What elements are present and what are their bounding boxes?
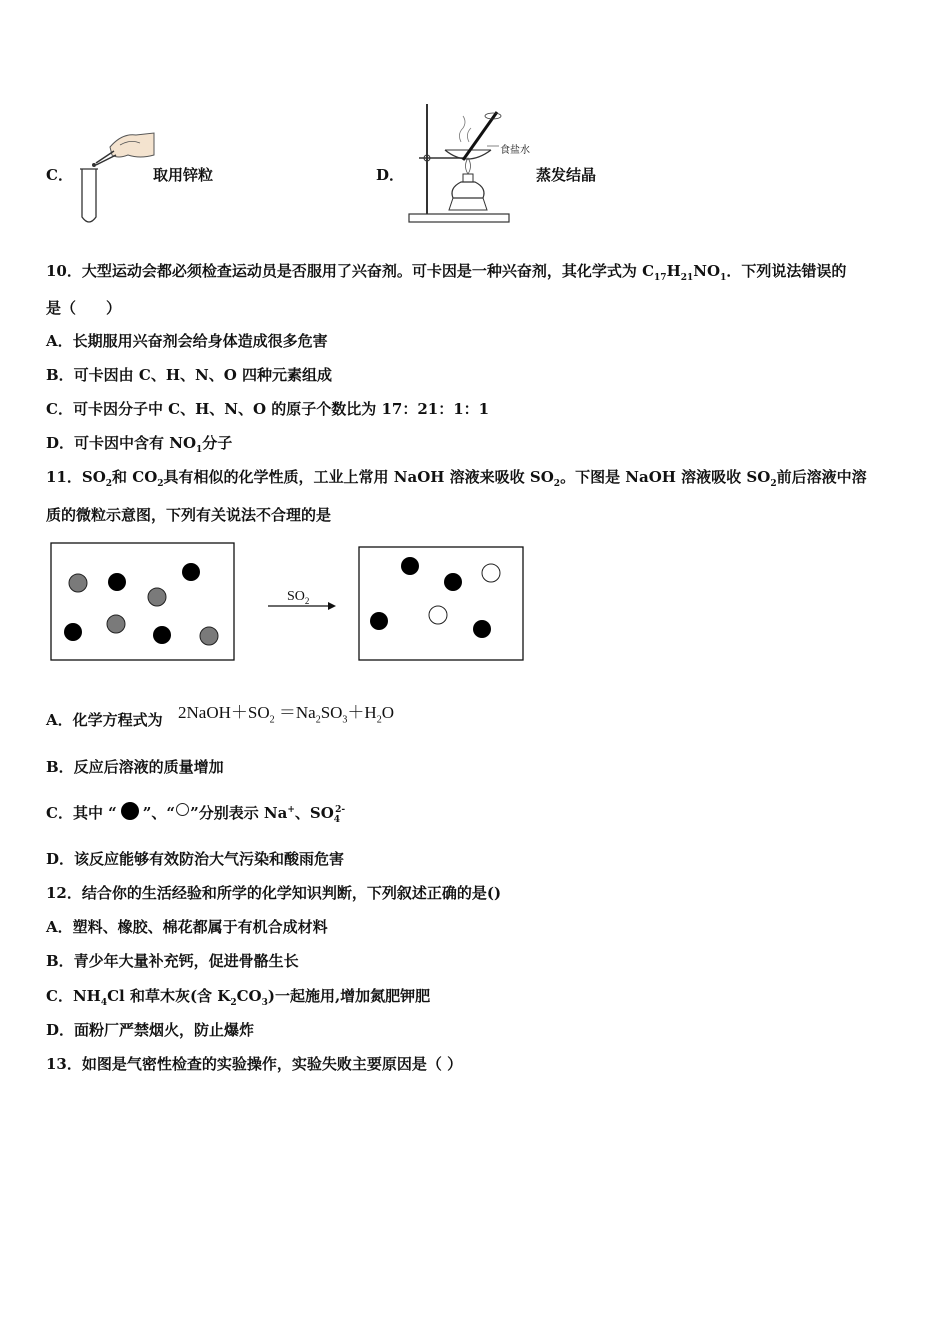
grey-particle [69,574,87,592]
black-particle [64,623,82,641]
option-c-label: 取用锌粒 [153,166,214,184]
black-particle [401,557,419,575]
question-11-option-c: C．其中 “ ”、“ ”分别表示 Na+、$SO_4^{2-}$ [46,804,346,825]
white-particle-icon [176,803,189,816]
black-particle [182,563,200,581]
question-11-option-a: A．化学方程式为 [46,711,163,729]
salt-water-annotation: 食盐水 [500,145,530,156]
question-10-stem: 10．大型运动会都必须检查运动员是否服用了兴奋剂。可卡因是一种兴奋剂，其化学式为 $C_{17}H_{21}NO_1$．下列说法错误的 [46,262,847,283]
black-particle [153,626,171,644]
grey-particle [107,615,125,633]
question-12-stem: 12．结合你的生活经验和所学的化学知识判断，下列叙述正确的是() [46,884,502,902]
question-11-option-b: B．反应后溶液的质量增加 [46,758,224,776]
grey-particle [148,588,166,606]
white-particle [482,564,500,582]
black-particle [108,573,126,591]
question-13-stem: 13．如图是气密性检查的实验操作，实验失败主要原因是（ ） [46,1055,463,1073]
question-11-stem: 11．$SO_2$和 $CO_2$具有相似的化学性质，工业上常用 NaOH 溶液来吸收 $SO_2$。下图是 NaOH 溶液吸收 $SO_2$前后溶液中溶 [46,468,867,489]
question-11-stem-cont: 质的微粒示意图，下列有关说法不合理的是 [46,506,332,524]
option-c-letter: C． [46,166,73,184]
option-d-label: 蒸发结晶 [536,166,597,184]
arrow-label: $SO_2$ [287,589,310,606]
question-11-option-d: D．该反应能够有效防治大气污染和酸雨危害 [46,850,345,868]
question-10-option-b: B．可卡因由 C、H、N、O 四种元素组成 [46,366,333,384]
question-10-option-c: C．可卡因分子中 C、H、N、O 的原子个数比为 17：21：1：1 [46,400,490,418]
evaporation-apparatus-illustration [405,98,535,228]
question-12-option-d: D．面粉厂严禁烟火，防止爆炸 [46,1021,255,1039]
option-d-letter: D． [376,166,405,184]
question-12-option-b: B．青少年大量补充钙，促进骨骼生长 [46,952,299,970]
white-particle [429,606,447,624]
question-10-option-d: D．可卡因中含有 $NO_1$分子 [46,434,233,455]
black-particle [370,612,388,630]
question-12-option-a: A．塑料、橡胶、棉花都属于有机合成材料 [46,918,328,936]
black-particle [473,620,491,638]
test-tube-tongs-illustration [70,125,160,230]
grey-particle [200,627,218,645]
black-particle-icon [121,802,139,820]
question-12-option-c: C．$NH_4Cl$ 和草木灰(含 $K_2CO_3$)一起施用,增加氮肥钾肥 [46,987,431,1008]
black-particle [444,573,462,591]
chemical-equation: $2NaOH+SO_2 =Na_2SO_3+H_2O$ [178,703,394,726]
question-10-stem-cont: 是（ ） [46,299,122,317]
question-10-option-a: A．长期服用兴奋剂会给身体造成很多危害 [46,332,328,350]
after-box [359,547,523,660]
